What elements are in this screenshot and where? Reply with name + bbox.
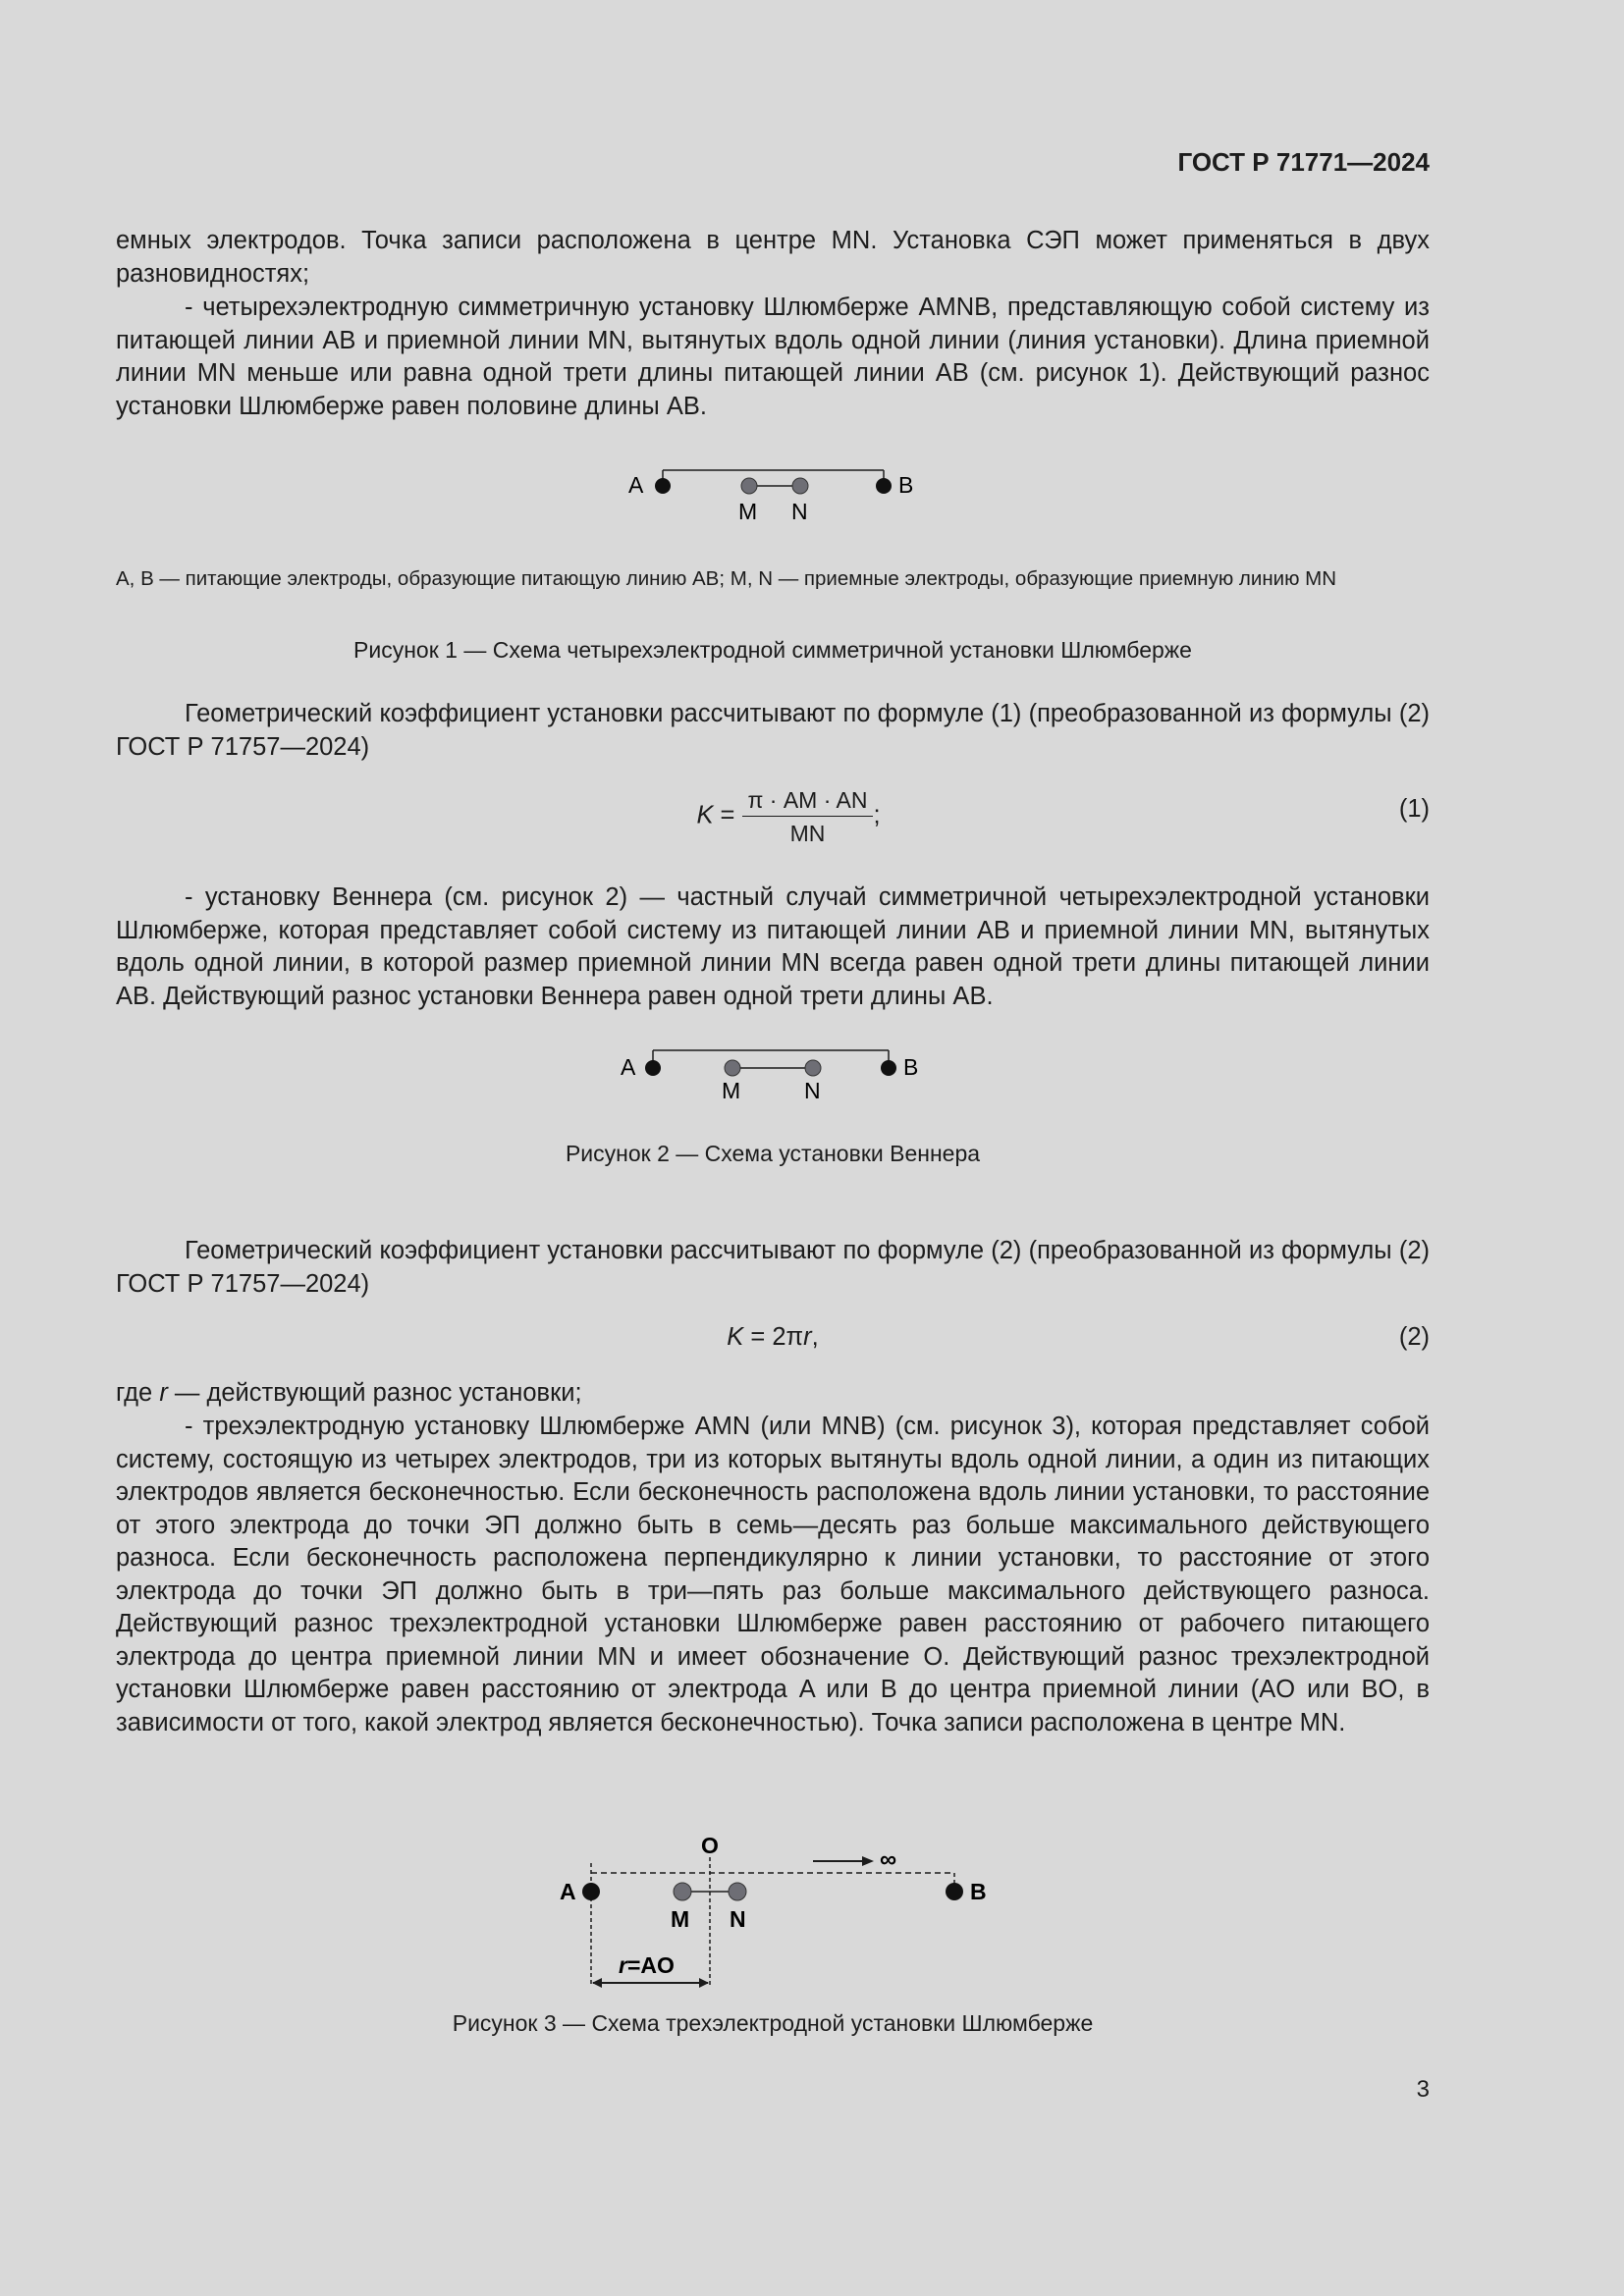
paragraph-three-electrode	[116, 1411, 1430, 1739]
electrode-m	[741, 478, 757, 494]
label-m: M	[671, 1906, 690, 1932]
electrode-n	[805, 1060, 821, 1076]
label-infinity: ∞	[880, 1846, 897, 1873]
caption-text: Рисунок 3 — Схема трехэлектродной установки Шлюмберже	[452, 2010, 1094, 2036]
figure-2-caption	[116, 1139, 1430, 1168]
arrow-left-icon	[592, 1978, 602, 1988]
paragraph-intro	[116, 225, 1430, 291]
formula-rhs: = 2π	[743, 1323, 804, 1351]
formula-number: (1)	[1398, 795, 1430, 823]
electrode-b	[881, 1060, 896, 1076]
figure-1-diagram	[609, 455, 923, 534]
label-o: O	[701, 1833, 719, 1858]
figure-3-diagram	[550, 1826, 1011, 1995]
where-suffix: — действующий разнос установки;	[167, 1379, 582, 1407]
label-a: A	[560, 1879, 576, 1904]
label-b: B	[970, 1879, 987, 1904]
figure-1	[609, 455, 923, 534]
formula-lhs: K	[696, 801, 714, 829]
formula-number: (2)	[1398, 1323, 1430, 1351]
paragraph-text: - трехэлектродную установку Шлюмберже AMN (или MNB) (см. рисунок 3), которая представляет собой систему, состоящую из четырех электродов, три из которых вытянуты вдоль одной линии, а один из питающих электродов является бесконечностью. Если бесконечность расположена вдоль линии установки, то расстояние от этого электрода до точки ЭП должно быть в семь—десять раз больше максимального действующего разноса. Если бесконечность расположена перпендикулярно к линии установки, то расстояние от этого электрода до точки ЭП должно быть в три—пять раз больше максимального действующего разноса. Действующий разнос трехэлектродной установки Шлюмберже равен расстоянию от рабочего питающего электрода до центра приемной линии MN и имеет обозначение O. Действующий разнос трехэлектродной установки Шлюмберже равен расстоянию от электрода A или B до центра приемной линии (AO или BO, в зависимости от того, какой электрод является бесконечностью). Точка записи расположена в центре MN.	[116, 1413, 1430, 1736]
legend-text: A, B — питающие электроды, образующие питающую линию AB; M, N — приемные электроды, образующие приемную линию MN	[116, 567, 1337, 590]
electrode-b	[876, 478, 892, 494]
formula-tail: ;	[873, 801, 881, 829]
figure-3	[550, 1826, 1011, 1995]
paragraph-schlumberger	[116, 292, 1430, 423]
label-b: B	[898, 472, 914, 498]
label-b: B	[903, 1054, 919, 1080]
paragraph-text: Геометрический коэффициент установки рассчитывают по формуле (1) (преобразованной из формулы (2) ГОСТ Р 71757—2024)	[116, 700, 1430, 761]
electrode-m	[674, 1883, 691, 1900]
formula-2-body	[116, 1321, 1430, 1355]
electrode-a	[645, 1060, 661, 1076]
figure-2	[609, 1039, 933, 1117]
label-m: M	[738, 499, 758, 524]
paragraph-formula2-intro	[116, 1235, 1430, 1301]
caption-text: Рисунок 2 — Схема установки Веннера	[565, 1141, 981, 1166]
where-var: r	[159, 1379, 168, 1407]
formula-tail: ,	[811, 1323, 819, 1351]
formula-var: r	[803, 1323, 812, 1351]
electrode-n	[729, 1883, 746, 1900]
page-number: 3	[1416, 2076, 1430, 2103]
figure-1-caption	[116, 635, 1430, 665]
formula-numerator: π · AM · AN	[742, 785, 874, 817]
electrode-m	[725, 1060, 740, 1076]
label-n: N	[791, 499, 808, 524]
electrode-a	[655, 478, 671, 494]
label-a: A	[621, 1054, 636, 1080]
paragraph-formula1-intro	[116, 698, 1430, 764]
formula-lhs: K	[727, 1323, 744, 1351]
formula-1	[116, 785, 1430, 854]
figure-2-diagram	[609, 1039, 933, 1117]
formula-denominator: MN	[789, 821, 826, 846]
figure-1-legend	[116, 565, 1430, 593]
arrow-right-icon	[862, 1856, 874, 1866]
label-n: N	[730, 1906, 746, 1932]
label-n: N	[804, 1078, 821, 1103]
where-prefix: где	[116, 1379, 160, 1407]
label-m: M	[722, 1078, 741, 1103]
r-rest: =AO	[626, 1952, 675, 1978]
label-a: A	[628, 472, 644, 498]
caption-text: Рисунок 1 — Схема четырехэлектродной симметричной установки Шлюмберже	[353, 637, 1192, 663]
electrode-a	[582, 1883, 600, 1900]
paragraph-text: - установку Веннера (см. рисунок 2) — частный случай симметричной четырехэлектродной установки Шлюмберже, которая представляет собой систему из питающей линии AB и приемной линии MN, вытянутых вдоль одной линии, в которой размер приемной линии MN всегда равен одной трети длины питающей линии AB. Действующий разнос установки Веннера равен одной трети длины AB.	[116, 883, 1430, 1010]
paragraph-where	[116, 1377, 1430, 1411]
paragraph-wenner	[116, 881, 1430, 1013]
formula-eq: =	[713, 801, 742, 829]
electrode-n	[792, 478, 808, 494]
paragraph-text	[116, 1377, 1430, 1411]
figure-3-caption	[116, 2008, 1430, 2038]
paragraph-text: - четырехэлектродную симметричную установку Шлюмберже AMNB, представляющую собой систему из питающей линии AB и приемной линии MN, вытянутых вдоль одной линии (линия установки). Длина приемной линии MN меньше или равна одной трети длины питающей линии AB (см. рисунок 1). Действующий разнос установки Шлюмберже равен половине длины AB.	[116, 294, 1430, 420]
paragraph-text: емных электродов. Точка записи расположена в центре MN. Установка СЭП может применяться в двух разновидностях;	[116, 227, 1430, 288]
label-r-dimension	[619, 1952, 675, 1978]
formula-2	[116, 1321, 1430, 1355]
arrow-right-icon	[699, 1978, 709, 1988]
formula-fraction	[742, 785, 874, 848]
r-var: r	[619, 1952, 627, 1978]
document-id: ГОСТ Р 71771—2024	[1177, 147, 1430, 177]
formula-1-body	[116, 785, 1430, 848]
paragraph-text: Геометрический коэффициент установки рассчитывают по формуле (2) (преобразованной из формулы (2) ГОСТ Р 71757—2024)	[116, 1237, 1430, 1298]
electrode-b	[946, 1883, 963, 1900]
